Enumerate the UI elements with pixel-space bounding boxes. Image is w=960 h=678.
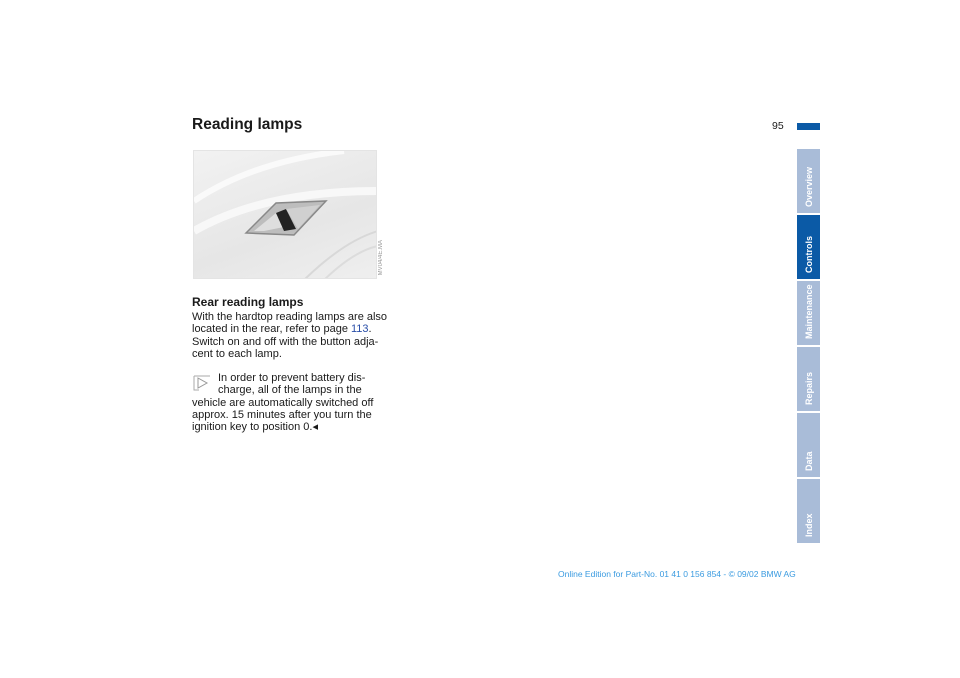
tab-repairs[interactable]: Repairs [797,347,820,411]
note-rest-lines [192,397,373,434]
body-line: located in the rear, refer to page 113. [192,323,372,336]
page-number: 95 [772,120,784,132]
tab-controls[interactable]: Controls [797,215,820,279]
tab-maintenance[interactable]: Maintenance [797,281,820,345]
body-line: cent to each lamp. [192,347,282,360]
chapter-tabs [797,149,820,545]
note-line: vehicle are automatically switched off [192,396,374,409]
tab-data[interactable]: Data [797,413,820,477]
note-first-lines [218,372,365,397]
tab-overview[interactable]: Overview [797,149,820,213]
note-line: charge, all of the lamps in the [218,384,362,397]
body-line: With the hardtop reading lamps are also [192,311,388,323]
note-triangle-icon [193,375,211,391]
note-line: In order to prevent battery dis- [218,372,366,384]
section-heading: Rear reading lamps [192,295,304,309]
page-link[interactable]: 113 [351,323,369,336]
note-line: approx. 15 minutes after you turn the [192,408,372,421]
note-line: ignition key to position 0.◂ [192,421,318,434]
reading-lamp-photo [193,150,377,279]
page-title: Reading lamps [192,116,303,133]
tab-index[interactable]: Index [797,479,820,543]
section-body [192,311,387,360]
body-line: Switch on and off with the button adja- [192,335,379,348]
image-code: MV04/4E.MA [378,240,384,276]
footer-edition-link[interactable]: Online Edition for Part-No. 01 41 0 156 854 - © 09/02 BMW AG [558,569,796,579]
page-marker-bar [797,123,820,130]
